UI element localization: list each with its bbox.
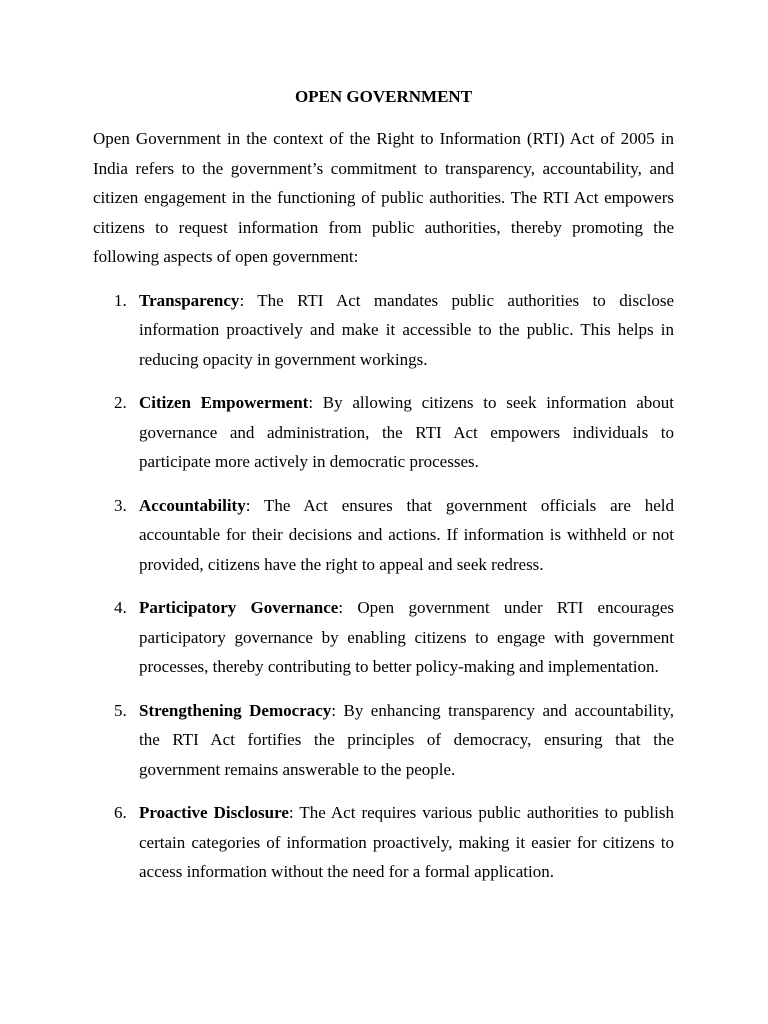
list-item-body xyxy=(139,491,674,580)
list-item-term: Participatory Governance xyxy=(139,598,339,617)
list-item-transparency xyxy=(93,286,674,375)
list-item-text: : Open government under RTI encourages participatory governance by enabling citizens to engage with government processes, thereby contributing to better policy-making and implementation. xyxy=(139,598,674,676)
list-item-term: Strengthening Democracy xyxy=(139,700,332,720)
list-item-number: 2. xyxy=(114,393,127,412)
list-item-text: : By allowing citizens to seek information about governance and administration, the RTI Act empowers individuals to participate more actively in democratic processes. xyxy=(139,393,674,471)
list-item-text: : The Act ensures that government officials are held accountable for their decisions and actions. If information is withheld or not provided, citizens have the right to appeal and seek redress. xyxy=(139,495,674,574)
list-item-term: Citizen Empowerment xyxy=(139,393,309,412)
list-item-number: 4. xyxy=(114,598,127,617)
list-item-number: 6. xyxy=(114,803,127,822)
list-item-participatory-governance xyxy=(93,593,674,682)
list-item-text: : By enhancing transparency and accountability, the RTI Act fortifies the principles of democracy, ensuring that the government remains answerable to the people. xyxy=(139,700,674,779)
list-item-accountability xyxy=(93,491,674,580)
list-item-text: : The Act requires various public authorities to publish certain categories of information proactively, making it easier for citizens to access information without the need for a formal application. xyxy=(139,803,674,881)
list-item-body xyxy=(139,593,674,682)
list-item-number: 1. xyxy=(114,290,127,310)
list-item-strengthening-democracy xyxy=(93,696,674,785)
list-item-number: 5. xyxy=(114,700,127,720)
aspects-list xyxy=(93,286,674,887)
list-item-body xyxy=(139,798,674,887)
page-title: OPEN GOVERNMENT xyxy=(294,87,473,106)
list-item-text: : The RTI Act mandates public authorities to disclose information proactively and make it accessible to the public. This helps in reducing opacity in government workings. xyxy=(139,290,674,369)
list-item-body xyxy=(139,388,674,477)
list-item-term: Accountability xyxy=(139,495,246,515)
intro-paragraph: Open Government in the context of the Right to Information (RTI) Act of 2005 in India refers to the government’s commitment to transparency, accountability, and citizen engagement in the functioning of public authorities. The RTI Act empowers citizens to request information from public authorities, thereby promoting the following aspects of open government: xyxy=(93,129,674,266)
list-item-body xyxy=(139,696,674,785)
list-item-citizen-empowerment xyxy=(93,388,674,477)
list-item-body xyxy=(139,286,674,375)
list-item-proactive-disclosure xyxy=(93,798,674,887)
list-item-term: Proactive Disclosure xyxy=(139,803,289,822)
list-item-number: 3. xyxy=(114,495,127,515)
list-item-term: Transparency xyxy=(139,290,240,310)
